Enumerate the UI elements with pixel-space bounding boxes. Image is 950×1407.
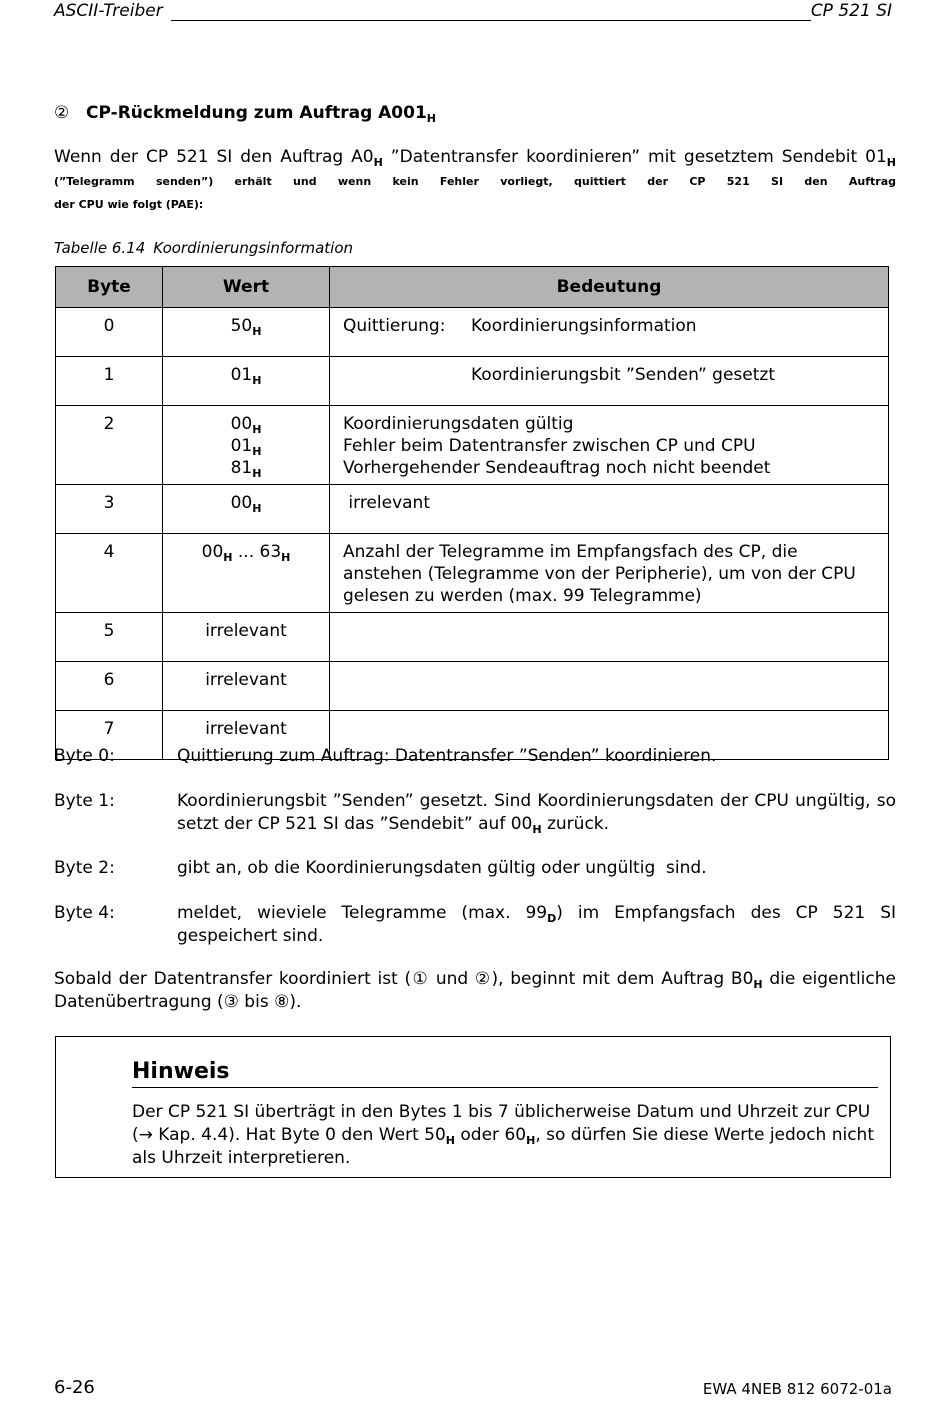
header-byte: Byte [56, 267, 163, 308]
table-caption [54, 239, 353, 257]
cell-bedeutung [330, 308, 889, 357]
value-sub: H [281, 551, 291, 564]
table-row [56, 406, 889, 485]
coordination-table [55, 266, 889, 760]
page-number: 6-26 [54, 1377, 95, 1398]
value: 63 [259, 542, 282, 562]
hint-title: Hinweis [132, 1059, 230, 1084]
note-text [177, 790, 896, 836]
note-text: gibt an, ob die Koordinierungsdaten gültig oder ungültig sind. [177, 858, 707, 878]
meaning-text: Koordinierungsinformation [471, 316, 697, 336]
header-product: CP 521 SI [810, 1, 892, 21]
intro-text-b: ”Datentransfer koordinieren” mit gesetztem Sendebit 01 [382, 147, 887, 167]
section-marker: ② [54, 103, 70, 123]
note-text: Quittierung zum Auftrag: Datentransfer ”Senden” koordinieren. [177, 746, 717, 766]
value-sub: H [252, 502, 262, 515]
cell-byte: 2 [56, 406, 163, 485]
cell-bedeutung [330, 662, 889, 711]
cell-byte: 3 [56, 485, 163, 534]
summary-paragraph [54, 968, 896, 1014]
value: 00 [230, 414, 253, 434]
hint-text-a: Der CP 521 SI überträgt in den Bytes 1 bis 7 üblicherweise Datum und Uhrzeit zur CPU ( [132, 1102, 871, 1145]
value-sub: H [252, 374, 262, 387]
hint-rule [132, 1087, 878, 1088]
table-row [56, 613, 889, 662]
cell-wert [163, 534, 330, 613]
value-sub: H [252, 423, 262, 436]
table-row [56, 357, 889, 406]
table-title: Koordinierungsinformation [153, 239, 354, 257]
table-row [56, 308, 889, 357]
intro-text-a: Wenn der CP 521 SI den Auftrag A0 [54, 147, 374, 167]
cell-wert: irrelevant [163, 662, 330, 711]
byte-note [54, 902, 896, 948]
hint-text [132, 1101, 878, 1170]
cell-byte: 4 [56, 534, 163, 613]
cell-byte: 6 [56, 662, 163, 711]
hint-sub: H [526, 1134, 536, 1147]
cell-bedeutung [330, 485, 889, 534]
note-text-a: Koordinierungsbit ”Senden” gesetzt. Sind Koordinierungsdaten der CPU ungültig, so setzt der CP 521 SI das ”Sendebit” auf 00 [177, 791, 896, 834]
note-key: Byte 0: [54, 746, 115, 766]
value: 00 [230, 493, 253, 513]
meaning-text: Koordinierungsbit ”Senden” gesetzt [471, 365, 775, 385]
cell-byte: 7 [56, 711, 163, 760]
hint-text-c: oder 60 [455, 1125, 527, 1145]
value-sub: H [223, 551, 233, 564]
section-title: CP-Rückmeldung zum Auftrag A001 [86, 103, 427, 123]
section-heading [54, 103, 436, 123]
meaning-text: gelesen zu werden (max. 99 Telegramme) [343, 586, 702, 606]
value: 50 [230, 316, 253, 336]
document-id: EWA 4NEB 812 6072-01a [702, 1380, 892, 1398]
table-number: Tabelle 6.14 [54, 239, 146, 257]
value-sub: H [252, 445, 262, 458]
para-text-a: Sobald der Datentransfer koordiniert ist (① und ②), beginnt mit dem Auftrag B0 [54, 969, 754, 989]
note-text [177, 902, 896, 948]
range-sep: ... [232, 542, 260, 562]
note-key: Byte 1: [54, 791, 115, 811]
arrow-right-icon: → [138, 1125, 153, 1145]
header-title: ASCII-Treiber [54, 1, 163, 21]
header-bedeutung: Bedeutung [330, 267, 889, 308]
value: 01 [230, 365, 253, 385]
cell-byte: 1 [56, 357, 163, 406]
intro-sub-b: H [886, 156, 897, 169]
hint-sub: H [445, 1134, 455, 1147]
meaning-text: Vorhergehender Sendeauftrag noch nicht beendet [343, 458, 771, 478]
table-row [56, 534, 889, 613]
cell-bedeutung [330, 406, 889, 485]
cell-bedeutung [330, 534, 889, 613]
value: 00 [201, 542, 224, 562]
intro-line-2: (”Telegramm senden”) erhält und wenn kein Fehler vorliegt, quittiert der CP 521 SI den Auftrag [54, 175, 896, 188]
value: 81 [230, 458, 253, 478]
note-text-b: ) im Empfangsfach des CP 521 SI gespeichert sind. [177, 903, 896, 946]
note-key: Byte 2: [54, 858, 115, 878]
cell-wert: irrelevant [163, 613, 330, 662]
note-sub: H [532, 823, 542, 836]
hint-box [55, 1036, 891, 1178]
intro-line-1 [54, 147, 896, 167]
table-header-row [56, 267, 889, 308]
byte-note [54, 857, 896, 880]
cell-wert [163, 485, 330, 534]
cell-wert [163, 308, 330, 357]
intro-line-3: der CPU wie folgt (PAE): [54, 198, 204, 211]
cell-bedeutung [330, 613, 889, 662]
cell-bedeutung [330, 357, 889, 406]
byte-note [54, 745, 896, 768]
value: 01 [230, 436, 253, 456]
meaning-label: Quittierung: [343, 316, 446, 336]
intro-sub-a: H [373, 156, 383, 169]
cell-wert [163, 357, 330, 406]
meaning-text: Anzahl der Telegramme im Empfangsfach des CP, die [343, 542, 798, 562]
value-sub: H [252, 467, 262, 480]
hint-text-d: , so dürfen Sie diese Werte jedoch nicht als Uhrzeit interpretieren. [132, 1125, 875, 1168]
meaning-text: Koordinierungsdaten gültig [343, 414, 574, 434]
meaning-text: anstehen (Telegramme von der Peripherie), um von der CPU [343, 564, 856, 584]
para-sub: H [753, 978, 763, 991]
section-title-sub: H [426, 112, 437, 125]
note-sub: D [547, 912, 557, 925]
table-row [56, 485, 889, 534]
hint-text-b: Kap. 4.4). Hat Byte 0 den Wert 50 [152, 1125, 446, 1145]
header-wert: Wert [163, 267, 330, 308]
header-rule [171, 20, 811, 21]
cell-wert: irrelevant [163, 711, 330, 760]
note-text-a: meldet, wieviele Telegramme (max. 99 [177, 903, 548, 923]
byte-note [54, 790, 896, 836]
value-sub: H [252, 325, 262, 338]
note-text-b: zurück. [541, 814, 610, 834]
para-text-b: die eigentliche Datenübertragung (③ bis ⑧). [54, 969, 896, 1012]
cell-byte: 5 [56, 613, 163, 662]
meaning-text: irrelevant [343, 493, 430, 513]
cell-wert [163, 406, 330, 485]
note-key: Byte 4: [54, 903, 115, 923]
cell-byte: 0 [56, 308, 163, 357]
meaning-text: Fehler beim Datentransfer zwischen CP und CPU [343, 436, 756, 456]
table-row [56, 662, 889, 711]
